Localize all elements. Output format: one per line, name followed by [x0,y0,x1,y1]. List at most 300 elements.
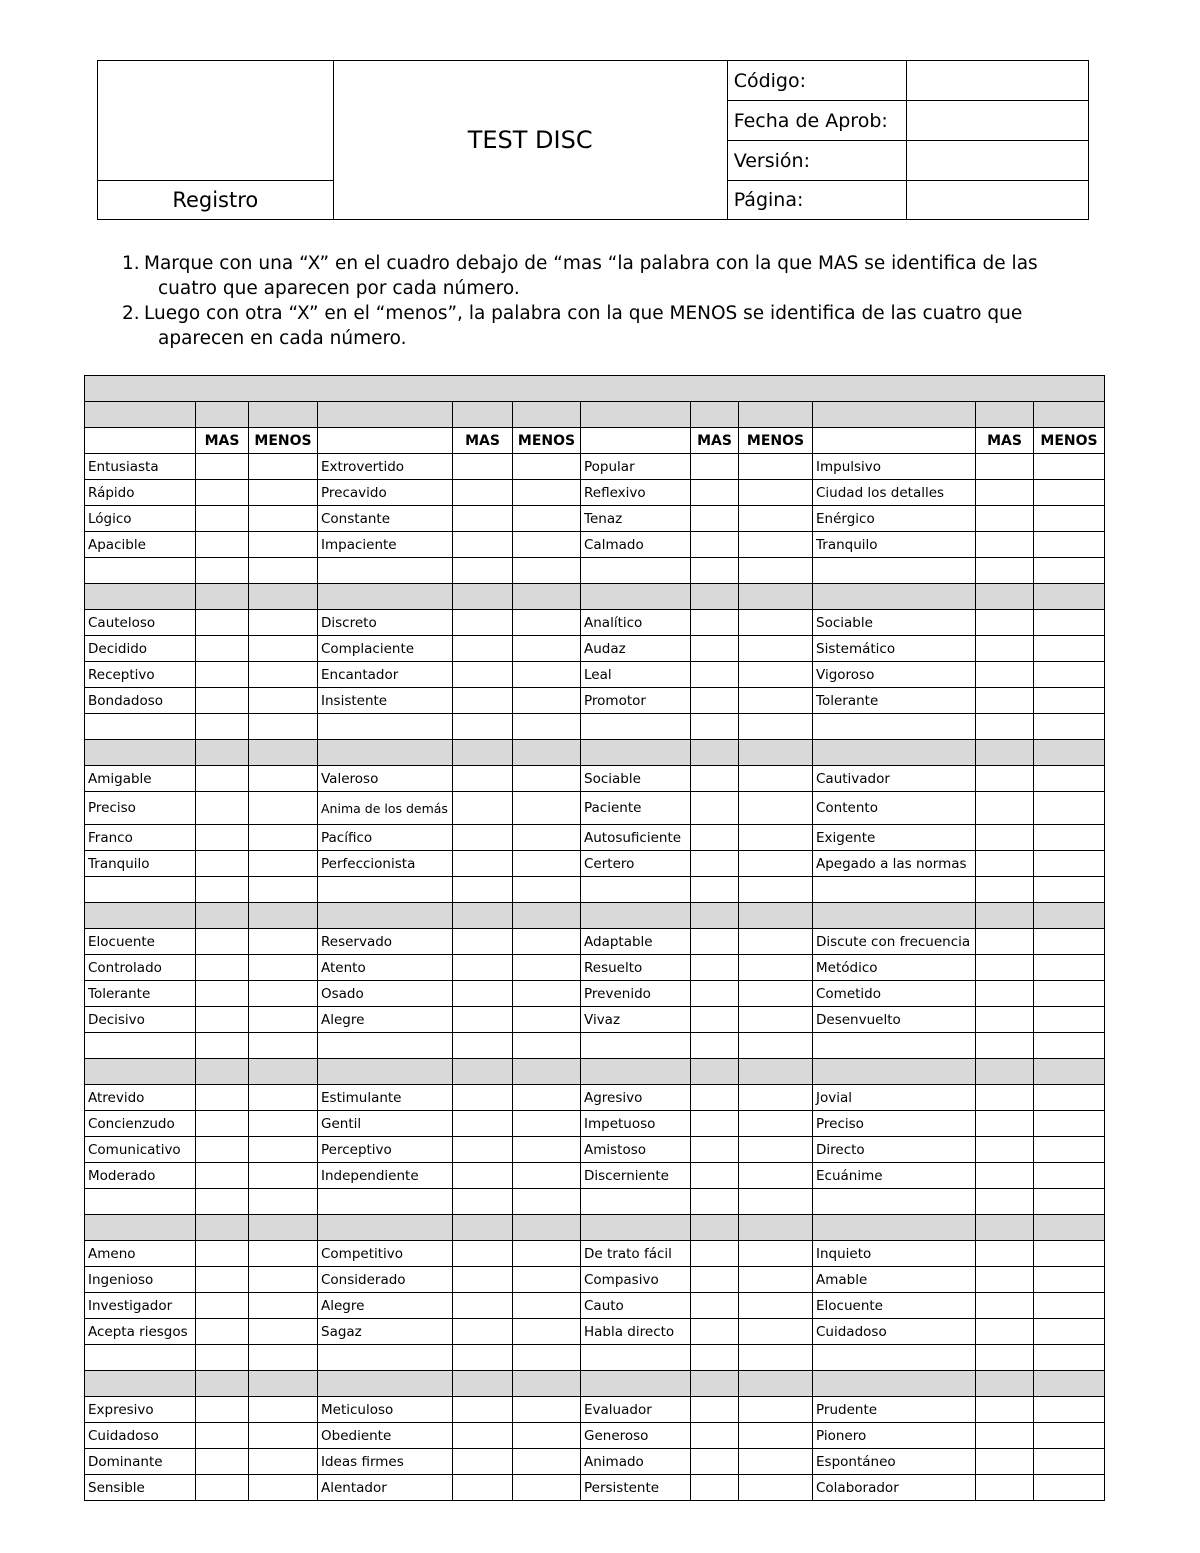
mas-checkbox-cell[interactable] [976,1293,1034,1319]
word-cell: Rápido [85,480,196,506]
menos-checkbox-cell[interactable] [1034,1449,1105,1475]
menos-checkbox-cell[interactable] [249,1397,318,1423]
spacer-cell [249,1345,318,1371]
menos-checkbox-cell[interactable] [249,480,318,506]
fecha-aprob-value[interactable] [907,101,1089,141]
spacer-cell [691,877,739,903]
menos-header: MENOS [513,428,581,454]
mas-checkbox-cell[interactable] [453,688,513,714]
mas-checkbox-cell[interactable] [196,792,249,825]
mas-checkbox-cell[interactable] [691,792,739,825]
menos-checkbox-cell[interactable] [513,1163,581,1189]
menos-checkbox-cell[interactable] [739,506,813,532]
menos-checkbox-cell[interactable] [249,662,318,688]
mas-checkbox-cell[interactable] [691,1085,739,1111]
mas-checkbox-cell[interactable] [691,981,739,1007]
mas-checkbox-cell[interactable] [976,1319,1034,1345]
menos-checkbox-cell[interactable] [739,1007,813,1033]
separator-cell [581,1059,691,1085]
word-cell: Pacífico [318,825,453,851]
menos-checkbox-cell[interactable] [249,610,318,636]
mas-checkbox-cell[interactable] [976,825,1034,851]
word-cell: Atento [318,955,453,981]
mas-checkbox-cell[interactable] [976,981,1034,1007]
mas-checkbox-cell[interactable] [976,688,1034,714]
mas-checkbox-cell[interactable] [691,1241,739,1267]
word-row [85,1241,1105,1267]
word-cell: Autosuficiente [581,825,691,851]
mas-checkbox-cell[interactable] [976,1449,1034,1475]
spacer-cell [691,1189,739,1215]
menos-checkbox-cell[interactable] [1034,1241,1105,1267]
menos-checkbox-cell[interactable] [249,1137,318,1163]
menos-checkbox-cell[interactable] [249,766,318,792]
menos-checkbox-cell[interactable] [1034,1267,1105,1293]
mas-checkbox-cell[interactable] [453,636,513,662]
menos-checkbox-cell[interactable] [739,636,813,662]
word-cell: Ameno [85,1241,196,1267]
menos-checkbox-cell[interactable] [1034,792,1105,825]
menos-checkbox-cell[interactable] [513,851,581,877]
word-cell: Promotor [581,688,691,714]
menos-checkbox-cell[interactable] [249,532,318,558]
mas-checkbox-cell[interactable] [453,1267,513,1293]
separator-cell [1034,1215,1105,1241]
menos-checkbox-cell[interactable] [249,825,318,851]
menos-checkbox-cell[interactable] [1034,636,1105,662]
version-value[interactable] [907,141,1089,181]
word-row [85,1319,1105,1345]
menos-checkbox-cell[interactable] [513,1449,581,1475]
menos-checkbox-cell[interactable] [513,688,581,714]
word-cell: Perceptivo [318,1137,453,1163]
menos-checkbox-cell[interactable] [1034,1085,1105,1111]
mas-checkbox-cell[interactable] [691,454,739,480]
mas-checkbox-cell[interactable] [976,792,1034,825]
menos-checkbox-cell[interactable] [513,929,581,955]
menos-checkbox-cell[interactable] [1034,955,1105,981]
menos-checkbox-cell[interactable] [249,1449,318,1475]
mas-checkbox-cell[interactable] [196,1423,249,1449]
menos-checkbox-cell[interactable] [249,1085,318,1111]
mas-checkbox-cell[interactable] [196,929,249,955]
mas-checkbox-cell[interactable] [976,929,1034,955]
separator-cell [513,903,581,929]
menos-checkbox-cell[interactable] [739,532,813,558]
menos-checkbox-cell[interactable] [739,688,813,714]
menos-checkbox-cell[interactable] [1034,506,1105,532]
menos-checkbox-cell[interactable] [513,1319,581,1345]
separator-cell [453,1215,513,1241]
menos-checkbox-cell[interactable] [513,1007,581,1033]
pagina-value[interactable] [907,181,1089,220]
mas-checkbox-cell[interactable] [453,929,513,955]
codigo-value[interactable] [907,61,1089,101]
word-row [85,480,1105,506]
menos-checkbox-cell[interactable] [513,1241,581,1267]
word-cell: Tranquilo [813,532,976,558]
mas-checkbox-cell[interactable] [691,766,739,792]
mas-checkbox-cell[interactable] [196,1007,249,1033]
word-cell: Generoso [581,1423,691,1449]
menos-checkbox-cell[interactable] [1034,480,1105,506]
spacer-cell [453,1033,513,1059]
mas-checkbox-cell[interactable] [976,506,1034,532]
menos-checkbox-cell[interactable] [739,955,813,981]
spacer-cell [813,877,976,903]
mas-checkbox-cell[interactable] [196,955,249,981]
menos-checkbox-cell[interactable] [1034,1475,1105,1501]
mas-checkbox-cell[interactable] [453,766,513,792]
menos-checkbox-cell[interactable] [513,532,581,558]
menos-checkbox-cell[interactable] [513,1085,581,1111]
mas-checkbox-cell[interactable] [453,506,513,532]
menos-checkbox-cell[interactable] [1034,688,1105,714]
word-cell: Expresivo [85,1397,196,1423]
spacer-cell [976,714,1034,740]
menos-checkbox-cell[interactable] [249,929,318,955]
menos-checkbox-cell[interactable] [739,981,813,1007]
separator-cell [581,1215,691,1241]
mas-checkbox-cell[interactable] [196,688,249,714]
spacer-cell [739,1189,813,1215]
mas-checkbox-cell[interactable] [976,1163,1034,1189]
mas-checkbox-cell[interactable] [976,1267,1034,1293]
menos-checkbox-cell[interactable] [739,480,813,506]
menos-checkbox-cell[interactable] [1034,766,1105,792]
separator-cell [581,740,691,766]
menos-checkbox-cell[interactable] [739,662,813,688]
menos-checkbox-cell[interactable] [249,688,318,714]
spacer-cell [581,558,691,584]
menos-checkbox-cell[interactable] [739,1397,813,1423]
menos-checkbox-cell[interactable] [739,825,813,851]
menos-checkbox-cell[interactable] [249,1111,318,1137]
mas-checkbox-cell[interactable] [453,1241,513,1267]
mas-checkbox-cell[interactable] [976,1007,1034,1033]
mas-checkbox-cell[interactable] [453,851,513,877]
mas-checkbox-cell[interactable] [453,1423,513,1449]
menos-checkbox-cell[interactable] [513,1137,581,1163]
mas-checkbox-cell[interactable] [691,1397,739,1423]
mas-checkbox-cell[interactable] [691,480,739,506]
menos-checkbox-cell[interactable] [739,851,813,877]
mas-checkbox-cell[interactable] [196,851,249,877]
word-row [85,1111,1105,1137]
menos-checkbox-cell[interactable] [513,454,581,480]
mas-checkbox-cell[interactable] [196,1085,249,1111]
menos-checkbox-cell[interactable] [739,1267,813,1293]
word-cell: Entusiasta [85,454,196,480]
menos-checkbox-cell[interactable] [249,981,318,1007]
menos-checkbox-cell[interactable] [1034,532,1105,558]
mas-checkbox-cell[interactable] [196,610,249,636]
mas-checkbox-cell[interactable] [453,610,513,636]
menos-checkbox-cell[interactable] [249,1241,318,1267]
menos-checkbox-cell[interactable] [249,1423,318,1449]
menos-checkbox-cell[interactable] [1034,1007,1105,1033]
menos-checkbox-cell[interactable] [739,929,813,955]
mas-checkbox-cell[interactable] [691,929,739,955]
menos-checkbox-cell[interactable] [1034,1423,1105,1449]
mas-checkbox-cell[interactable] [453,981,513,1007]
separator-cell [1034,740,1105,766]
word-cell: Sensible [85,1475,196,1501]
mas-checkbox-cell[interactable] [691,662,739,688]
word-cell: Audaz [581,636,691,662]
mas-checkbox-cell[interactable] [691,688,739,714]
mas-checkbox-cell[interactable] [691,1111,739,1137]
mas-checkbox-cell[interactable] [976,662,1034,688]
menos-checkbox-cell[interactable] [513,1293,581,1319]
menos-checkbox-cell[interactable] [1034,1319,1105,1345]
mas-checkbox-cell[interactable] [976,532,1034,558]
menos-checkbox-cell[interactable] [1034,929,1105,955]
mas-checkbox-cell[interactable] [691,1293,739,1319]
mas-checkbox-cell[interactable] [691,610,739,636]
mas-checkbox-cell[interactable] [453,1397,513,1423]
mas-checkbox-cell[interactable] [976,1137,1034,1163]
spacer-cell [813,558,976,584]
menos-checkbox-cell[interactable] [739,1163,813,1189]
mas-checkbox-cell[interactable] [976,766,1034,792]
separator-cell [318,1059,453,1085]
menos-checkbox-cell[interactable] [249,1267,318,1293]
mas-checkbox-cell[interactable] [453,480,513,506]
instruction-number: 1. [122,253,140,274]
word-row [85,929,1105,955]
mas-checkbox-cell[interactable] [196,1475,249,1501]
mas-checkbox-cell[interactable] [691,955,739,981]
separator-cell [196,402,249,428]
mas-header: MAS [196,428,249,454]
word-cell: Cometido [813,981,976,1007]
separator-cell [196,584,249,610]
mas-checkbox-cell[interactable] [976,1085,1034,1111]
mas-checkbox-cell[interactable] [691,1007,739,1033]
mas-checkbox-cell[interactable] [453,1293,513,1319]
mas-checkbox-cell[interactable] [976,480,1034,506]
menos-checkbox-cell[interactable] [249,851,318,877]
menos-checkbox-cell[interactable] [249,955,318,981]
menos-checkbox-cell[interactable] [513,662,581,688]
mas-checkbox-cell[interactable] [196,662,249,688]
separator-cell [85,1371,196,1397]
mas-checkbox-cell[interactable] [976,851,1034,877]
mas-checkbox-cell[interactable] [196,1163,249,1189]
mas-checkbox-cell[interactable] [196,480,249,506]
menos-checkbox-cell[interactable] [739,792,813,825]
mas-checkbox-cell[interactable] [196,532,249,558]
mas-checkbox-cell[interactable] [453,454,513,480]
menos-checkbox-cell[interactable] [513,955,581,981]
menos-checkbox-cell[interactable] [513,636,581,662]
mas-checkbox-cell[interactable] [691,1267,739,1293]
mas-checkbox-cell[interactable] [453,792,513,825]
word-row [85,1293,1105,1319]
mas-checkbox-cell[interactable] [196,1397,249,1423]
menos-checkbox-cell[interactable] [1034,825,1105,851]
spacer-cell [85,558,196,584]
word-cell: Reflexivo [581,480,691,506]
mas-checkbox-cell[interactable] [976,1397,1034,1423]
menos-checkbox-cell[interactable] [1034,454,1105,480]
separator-cell [453,1059,513,1085]
instruction-item [122,252,1112,301]
menos-checkbox-cell[interactable] [739,610,813,636]
mas-checkbox-cell[interactable] [976,955,1034,981]
word-cell: Amable [813,1267,976,1293]
mas-checkbox-cell[interactable] [453,1111,513,1137]
mas-checkbox-cell[interactable] [196,1241,249,1267]
mas-checkbox-cell[interactable] [196,1111,249,1137]
mas-checkbox-cell[interactable] [691,1137,739,1163]
mas-checkbox-cell[interactable] [196,766,249,792]
word-row [85,1085,1105,1111]
menos-checkbox-cell[interactable] [249,792,318,825]
mas-checkbox-cell[interactable] [196,825,249,851]
menos-checkbox-cell[interactable] [513,506,581,532]
mas-checkbox-cell[interactable] [453,825,513,851]
menos-checkbox-cell[interactable] [1034,1111,1105,1137]
menos-checkbox-cell[interactable] [513,792,581,825]
mas-checkbox-cell[interactable] [453,1137,513,1163]
word-cell: Decidido [85,636,196,662]
menos-checkbox-cell[interactable] [249,1007,318,1033]
mas-checkbox-cell[interactable] [691,825,739,851]
word-cell: Adaptable [581,929,691,955]
menos-checkbox-cell[interactable] [1034,1163,1105,1189]
mas-checkbox-cell[interactable] [453,1475,513,1501]
mas-checkbox-cell[interactable] [976,1423,1034,1449]
menos-checkbox-cell[interactable] [513,1397,581,1423]
menos-checkbox-cell[interactable] [739,1449,813,1475]
menos-checkbox-cell[interactable] [513,1267,581,1293]
instruction-line: Marque con una “X” en el cuadro debajo de “mas “la palabra con la que MAS se identifica de las [144,253,1038,274]
mas-checkbox-cell[interactable] [691,1319,739,1345]
word-cell: Pionero [813,1423,976,1449]
menos-checkbox-cell[interactable] [249,1293,318,1319]
word-cell: Bondadoso [85,688,196,714]
separator-cell [813,1371,976,1397]
separator-cell [1034,1371,1105,1397]
menos-checkbox-cell[interactable] [249,1163,318,1189]
word-cell: Reservado [318,929,453,955]
menos-checkbox-cell[interactable] [1034,1137,1105,1163]
mas-checkbox-cell[interactable] [453,955,513,981]
menos-checkbox-cell[interactable] [249,1319,318,1345]
menos-checkbox-cell[interactable] [739,1423,813,1449]
menos-checkbox-cell[interactable] [1034,610,1105,636]
mas-checkbox-cell[interactable] [453,1163,513,1189]
menos-checkbox-cell[interactable] [513,766,581,792]
menos-checkbox-cell[interactable] [513,825,581,851]
spacer-cell [513,714,581,740]
menos-checkbox-cell[interactable] [513,981,581,1007]
mas-checkbox-cell[interactable] [691,851,739,877]
mas-checkbox-cell[interactable] [976,636,1034,662]
separator-cell [249,903,318,929]
mas-checkbox-cell[interactable] [196,1319,249,1345]
mas-checkbox-cell[interactable] [976,1475,1034,1501]
menos-checkbox-cell[interactable] [739,1111,813,1137]
mas-checkbox-cell[interactable] [691,1163,739,1189]
mas-checkbox-cell[interactable] [691,636,739,662]
mas-checkbox-cell[interactable] [196,454,249,480]
menos-checkbox-cell[interactable] [739,1475,813,1501]
menos-checkbox-cell[interactable] [513,1423,581,1449]
menos-checkbox-cell[interactable] [513,1111,581,1137]
menos-checkbox-cell[interactable] [739,454,813,480]
mas-checkbox-cell[interactable] [453,1449,513,1475]
menos-checkbox-cell[interactable] [1034,662,1105,688]
pagina-label: Página: [727,181,907,220]
menos-checkbox-cell[interactable] [739,1137,813,1163]
mas-checkbox-cell[interactable] [691,1423,739,1449]
mas-checkbox-cell[interactable] [453,1085,513,1111]
menos-checkbox-cell[interactable] [1034,851,1105,877]
group-spacer-row [85,1345,1105,1371]
word-cell: Competitivo [318,1241,453,1267]
mas-checkbox-cell[interactable] [976,1111,1034,1137]
word-cell: Sociable [581,766,691,792]
mas-checkbox-cell[interactable] [196,636,249,662]
mas-checkbox-cell[interactable] [976,610,1034,636]
separator-cell [1034,1059,1105,1085]
mas-checkbox-cell[interactable] [976,454,1034,480]
mas-checkbox-cell[interactable] [691,1449,739,1475]
menos-checkbox-cell[interactable] [739,1319,813,1345]
spacer-cell [196,1189,249,1215]
word-cell: Insistente [318,688,453,714]
menos-checkbox-cell[interactable] [739,1293,813,1319]
menos-checkbox-cell[interactable] [1034,1397,1105,1423]
mas-checkbox-cell[interactable] [196,1449,249,1475]
mas-checkbox-cell[interactable] [691,1475,739,1501]
menos-checkbox-cell[interactable] [739,1241,813,1267]
mas-checkbox-cell[interactable] [976,1241,1034,1267]
menos-checkbox-cell[interactable] [249,454,318,480]
menos-checkbox-cell[interactable] [249,636,318,662]
menos-checkbox-cell[interactable] [513,1475,581,1501]
mas-checkbox-cell[interactable] [196,1137,249,1163]
mas-checkbox-cell[interactable] [196,506,249,532]
spacer-cell [196,714,249,740]
spacer-cell [1034,1033,1105,1059]
mas-checkbox-cell[interactable] [453,532,513,558]
menos-checkbox-cell[interactable] [739,1085,813,1111]
mas-checkbox-cell[interactable] [453,1319,513,1345]
mas-checkbox-cell[interactable] [196,1293,249,1319]
menos-checkbox-cell[interactable] [249,506,318,532]
word-cell: Dominante [85,1449,196,1475]
mas-checkbox-cell[interactable] [453,1007,513,1033]
mas-checkbox-cell[interactable] [691,532,739,558]
mas-checkbox-cell[interactable] [196,981,249,1007]
mas-checkbox-cell[interactable] [691,506,739,532]
menos-checkbox-cell[interactable] [513,480,581,506]
spacer-cell [739,877,813,903]
separator-cell [513,402,581,428]
menos-checkbox-cell[interactable] [1034,1293,1105,1319]
menos-checkbox-cell[interactable] [739,766,813,792]
group-separator-row [85,1371,1105,1397]
menos-checkbox-cell[interactable] [249,1475,318,1501]
mas-checkbox-cell[interactable] [453,662,513,688]
menos-checkbox-cell[interactable] [513,610,581,636]
menos-checkbox-cell[interactable] [1034,981,1105,1007]
mas-checkbox-cell[interactable] [196,1267,249,1293]
